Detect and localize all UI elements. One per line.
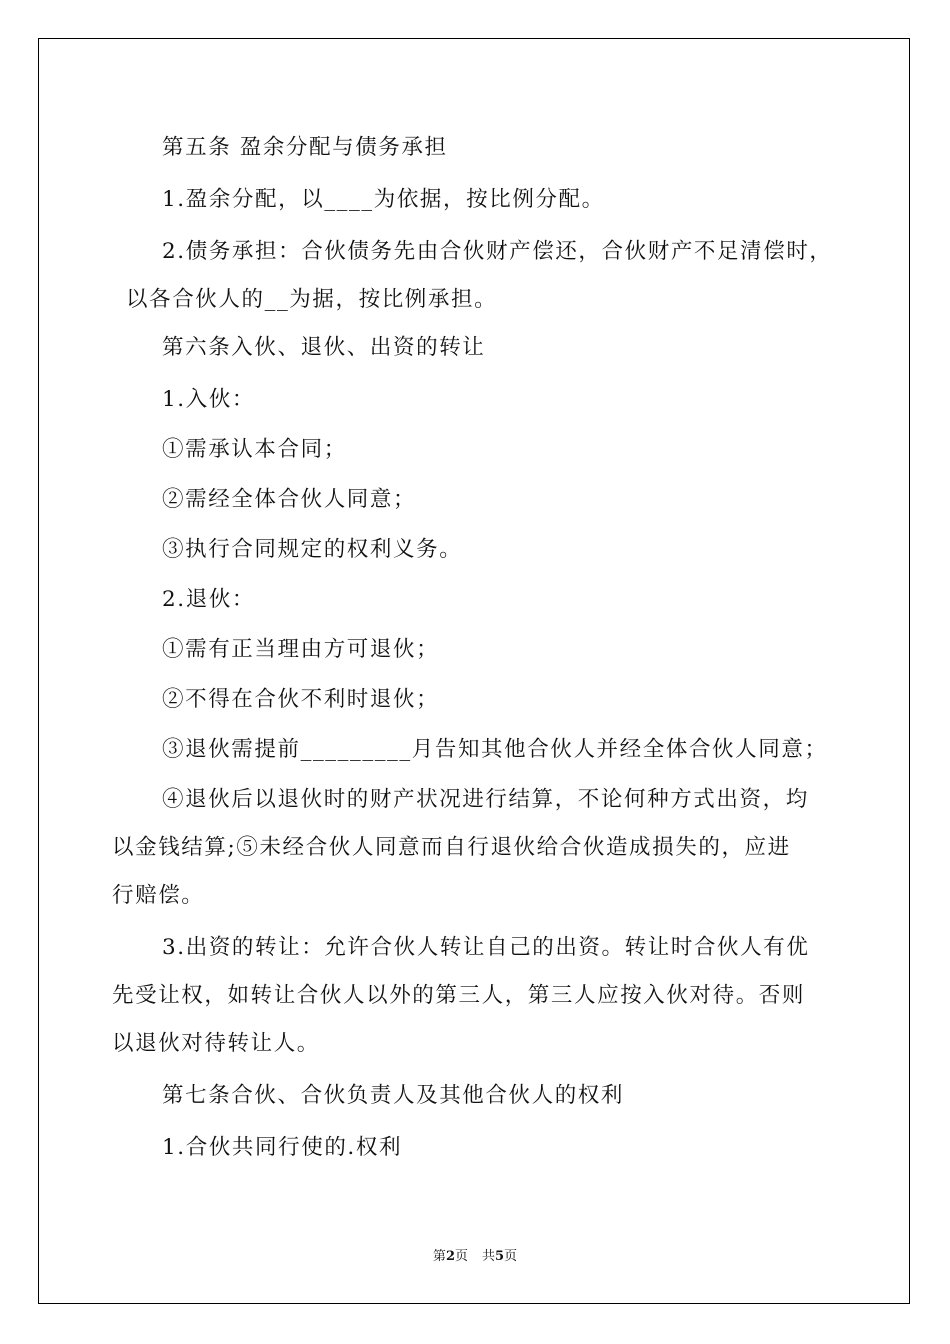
total-suffix: 页 <box>504 1249 518 1264</box>
paragraph-line: 先受让权，如转让合伙人以外的第三人，第三人应按入伙对待。否则 <box>112 983 806 1008</box>
paragraph-line: ①需承认本合同； <box>162 437 347 462</box>
paragraph-line: 以金钱结算;⑤未经合伙人同意而自行退伙给合伙造成损失的，应进 <box>112 835 791 860</box>
section-heading-6: 第六条入伙、退伙、出资的转让 <box>162 335 486 360</box>
paragraph-line: 行赔偿。 <box>112 883 205 908</box>
paragraph-line: ①需有正当理由方可退伙； <box>162 637 440 662</box>
paragraph-line: ③执行合同规定的权利义务。 <box>162 537 463 562</box>
paragraph-line: ③退伙需提前_________月告知其他合伙人并经全体合伙人同意； <box>162 737 828 762</box>
paragraph-line: 2.退伙： <box>162 587 256 612</box>
paragraph-line: 以退伙对待转让人。 <box>112 1031 320 1056</box>
page-footer <box>0 1245 950 1264</box>
current-page-number: 2 <box>445 1249 455 1264</box>
paragraph-line: ②需经全体合伙人同意； <box>162 487 417 512</box>
total-page-count: 5 <box>495 1249 505 1264</box>
paragraph-line: 1.合伙共同行使的.权利 <box>162 1135 403 1160</box>
section-heading-5: 第五条 盈余分配与债务承担 <box>162 135 448 160</box>
paragraph-line: 1.盈余分配，以____为依据，按比例分配。 <box>162 187 605 212</box>
paragraph-line: ②不得在合伙不利时退伙； <box>162 687 440 712</box>
page-prefix: 第 <box>432 1249 446 1264</box>
paragraph-line: 3.出资的转让：允许合伙人转让自己的出资。转让时合伙人有优 <box>162 935 810 960</box>
paragraph-line: 以各合伙人的__为据，按比例承担。 <box>126 287 498 312</box>
paragraph-line: 1.入伙： <box>162 387 256 412</box>
page-suffix: 页 <box>454 1249 468 1264</box>
section-heading-7: 第七条合伙、合伙负责人及其他合伙人的权利 <box>162 1083 625 1108</box>
total-prefix: 共 <box>482 1249 496 1264</box>
paragraph-line: ④退伙后以退伙时的财产状况进行结算，不论何种方式出资，均 <box>162 787 809 812</box>
paragraph-line: 2.债务承担：合伙债务先由合伙财产偿还，合伙财产不足清偿时， <box>162 239 833 264</box>
